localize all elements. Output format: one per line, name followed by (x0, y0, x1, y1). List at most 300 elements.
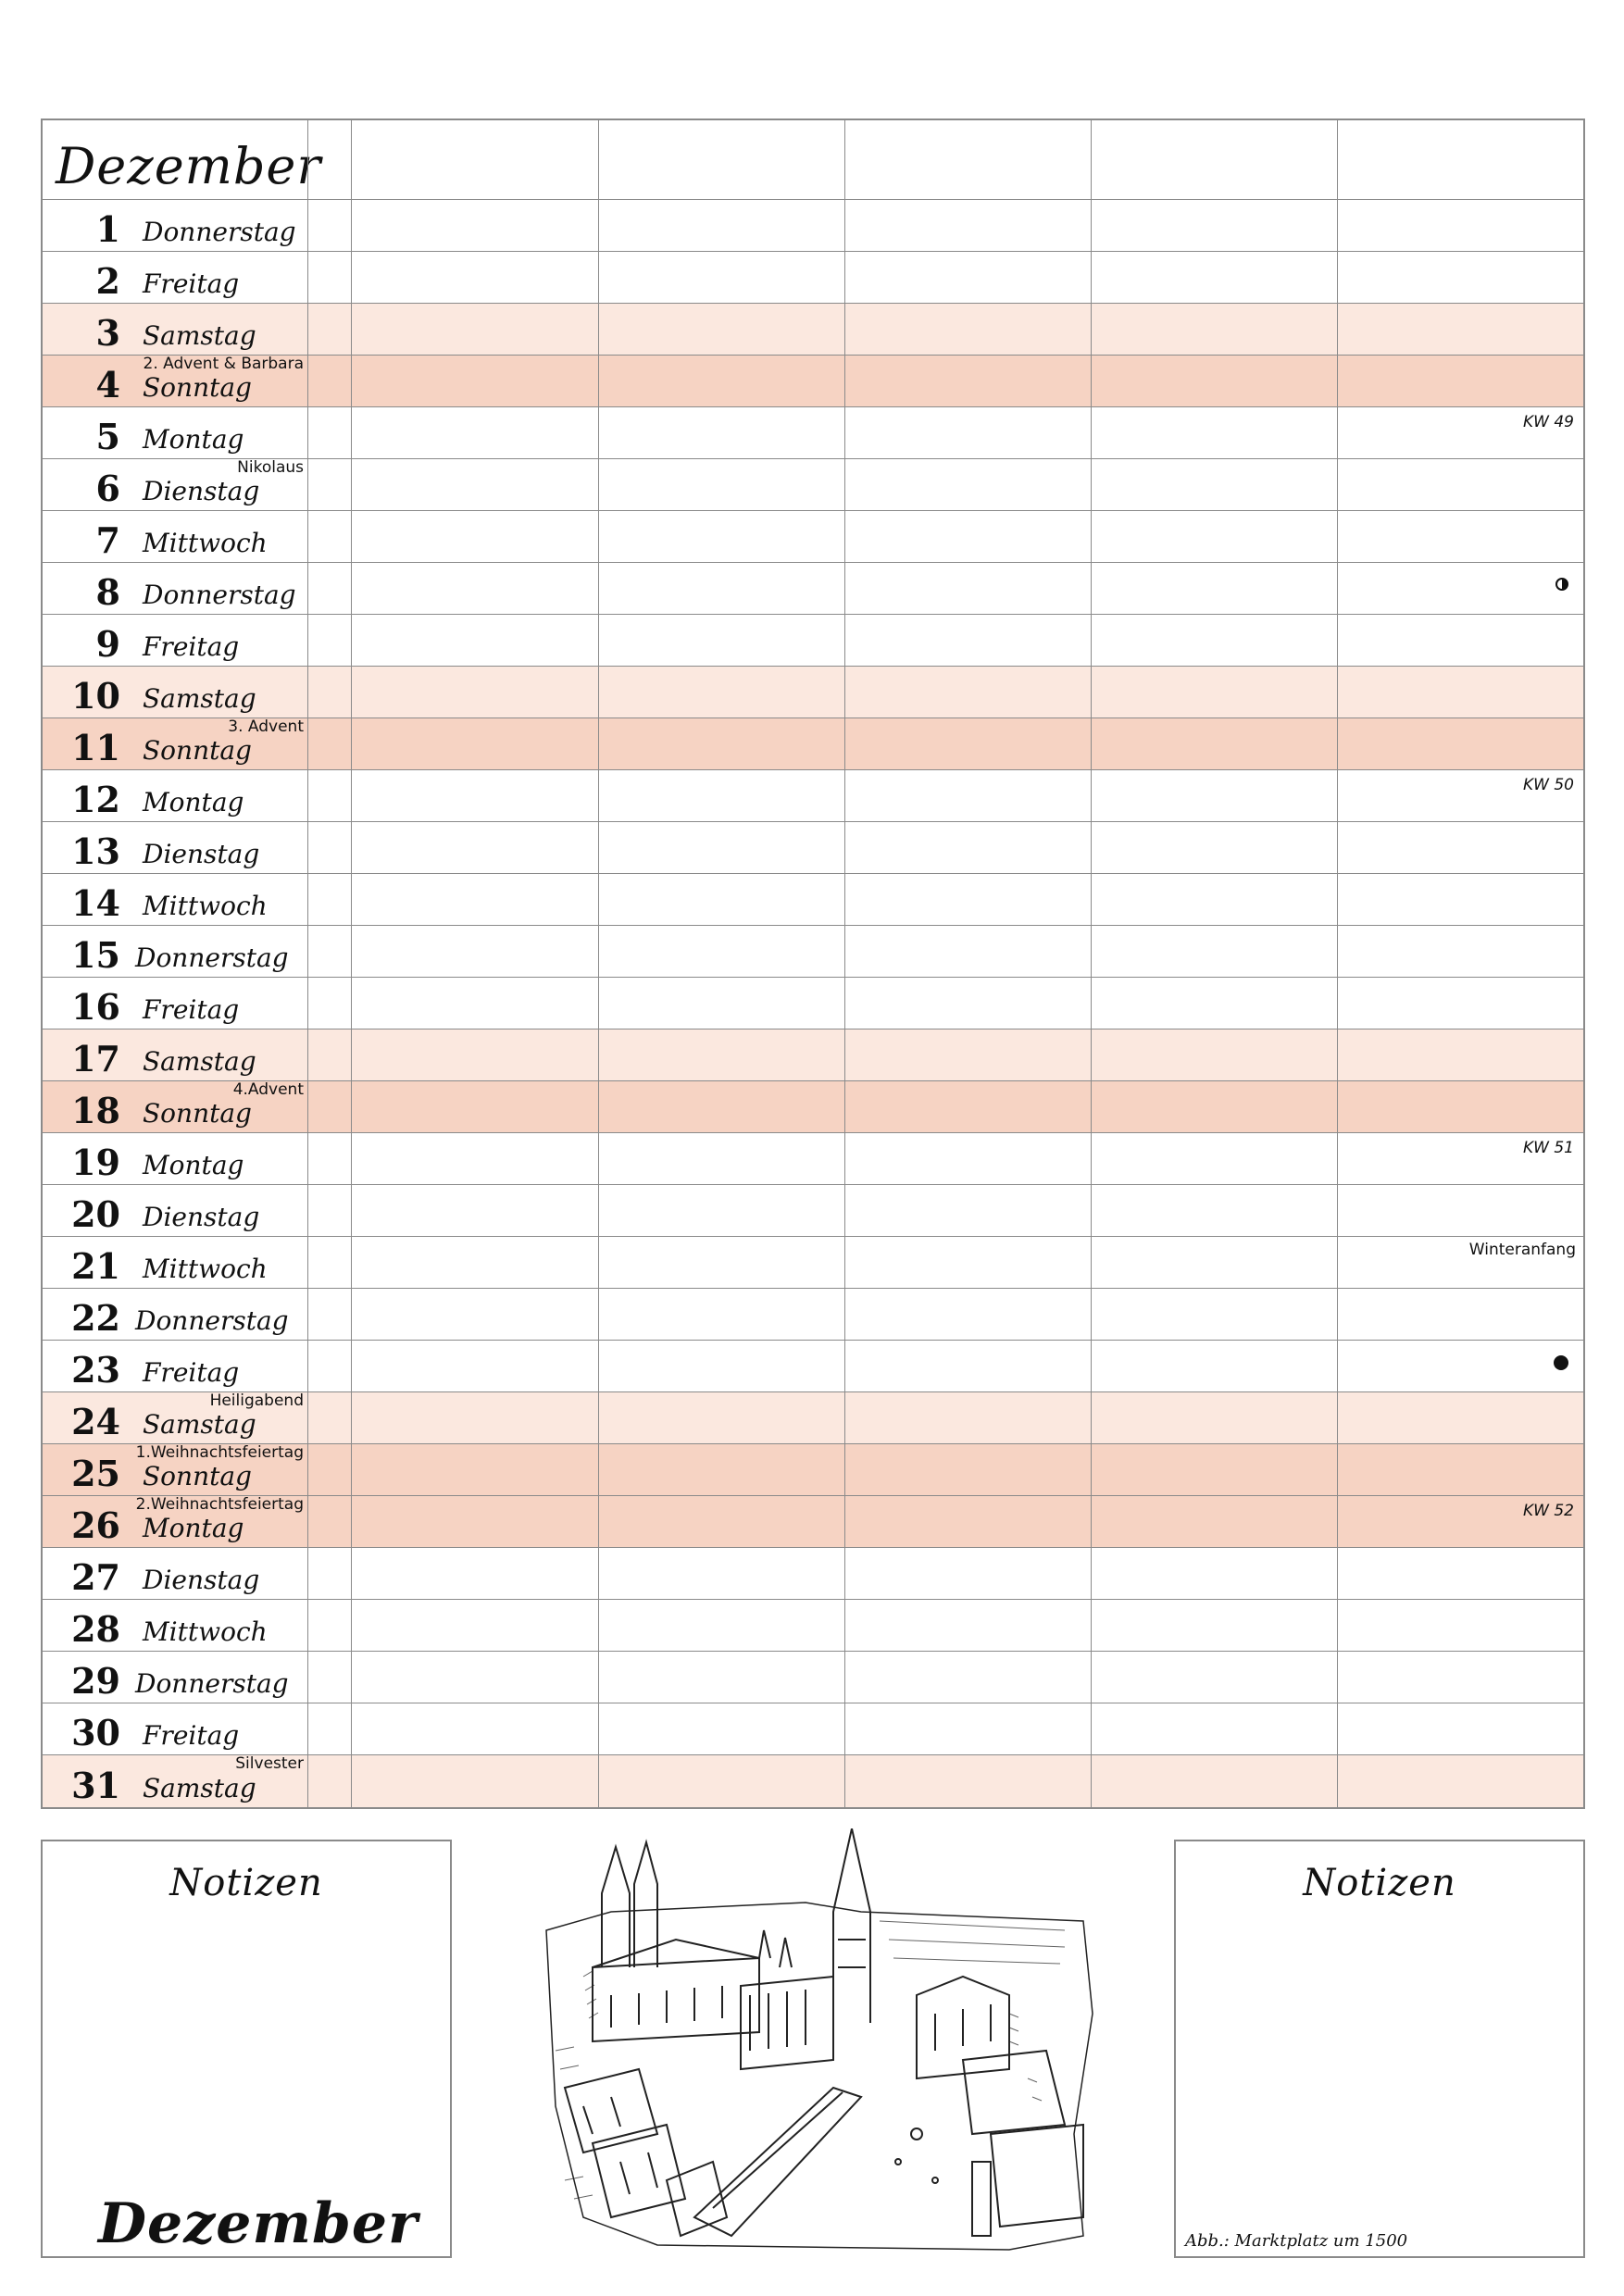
grid-column-line (598, 1133, 599, 1184)
grid-column-line (598, 822, 599, 873)
day-number: 22 (71, 1297, 120, 1339)
grid-column-line (598, 1496, 599, 1547)
grid-column-line (598, 874, 599, 925)
grid-column-line (1337, 563, 1338, 614)
grid-column-line (307, 459, 308, 510)
grid-column-line (844, 1185, 845, 1236)
grid-column-line (844, 1237, 845, 1288)
day-row[interactable] (43, 1133, 1583, 1185)
grid-column-line (598, 356, 599, 406)
grid-column-line (1337, 926, 1338, 977)
grid-column-line (307, 1392, 308, 1443)
grid-column-line (598, 1237, 599, 1288)
calendar-table (41, 119, 1585, 1809)
grid-column-line (1337, 200, 1338, 251)
day-number: 20 (71, 1193, 120, 1235)
grid-column-line (351, 978, 352, 1029)
grid-column-line (307, 1029, 308, 1080)
grid-column-line (844, 718, 845, 769)
weekday-name: Donnerstag (135, 1305, 289, 1336)
grid-column-line (307, 1289, 308, 1340)
weekday-name: Freitag (143, 1720, 240, 1751)
day-number: 4 (95, 364, 120, 406)
grid-column-line (1337, 1341, 1338, 1391)
notes-title-left: Notizen (169, 1862, 323, 1904)
grid-column-line (351, 1392, 352, 1443)
grid-column-line (1091, 356, 1092, 406)
grid-column-line (598, 978, 599, 1029)
grid-column-line (844, 1341, 845, 1391)
grid-column-line (598, 1341, 599, 1391)
grid-column-line (1337, 459, 1338, 510)
day-row[interactable] (43, 926, 1583, 978)
day-number: 19 (71, 1142, 120, 1183)
grid-column-line (307, 667, 308, 718)
weekday-name: Mittwoch (143, 1616, 268, 1647)
calendar-week-label: KW 50 (1523, 776, 1574, 794)
grid-column-line (844, 563, 845, 614)
day-row[interactable] (43, 1755, 1583, 1807)
grid-column-line (307, 718, 308, 769)
weekday-name: Donnerstag (143, 217, 296, 247)
grid-column-line (351, 822, 352, 873)
grid-column-line (598, 770, 599, 821)
grid-column-line (1091, 1652, 1092, 1703)
grid-column-line (1091, 1133, 1092, 1184)
day-row[interactable] (43, 978, 1583, 1029)
weekday-name: Sonntag (143, 372, 252, 403)
day-row[interactable] (43, 615, 1583, 667)
grid-column-line (1337, 615, 1338, 666)
grid-column-line (1091, 511, 1092, 562)
grid-column-line (1337, 356, 1338, 406)
grid-column-line (844, 615, 845, 666)
grid-column-line (598, 563, 599, 614)
grid-column-line (844, 1496, 845, 1547)
day-row[interactable] (43, 667, 1583, 718)
day-row[interactable] (43, 822, 1583, 874)
grid-column-line (351, 304, 352, 355)
grid-column-line (307, 356, 308, 406)
day-number: 30 (71, 1712, 120, 1753)
day-number: 14 (71, 882, 120, 924)
grid-column-line (1337, 1548, 1338, 1599)
grid-column-line (351, 770, 352, 821)
day-number: 27 (71, 1556, 120, 1598)
grid-column-line (598, 1548, 599, 1599)
calendar-week-label: KW 52 (1523, 1502, 1574, 1520)
day-row[interactable] (43, 770, 1583, 822)
weekday-name: Mittwoch (143, 528, 268, 558)
grid-column-line (598, 1703, 599, 1754)
day-row[interactable] (43, 1600, 1583, 1652)
grid-column-line (307, 1548, 308, 1599)
day-number: 31 (71, 1765, 120, 1806)
weekday-name: Samstag (143, 1773, 256, 1803)
grid-column-line (351, 1600, 352, 1651)
day-number: 10 (71, 675, 120, 717)
grid-column-line (598, 1444, 599, 1495)
day-number: 8 (95, 571, 120, 613)
grid-column-line (1091, 615, 1092, 666)
day-number: 9 (95, 623, 120, 665)
grid-column-line (307, 1652, 308, 1703)
grid-column-line (844, 511, 845, 562)
grid-column-line (1337, 822, 1338, 873)
day-number: 25 (71, 1453, 120, 1494)
weekday-name: Montag (143, 787, 244, 817)
day-number: 15 (71, 934, 120, 976)
grid-column-line (307, 926, 308, 977)
day-row[interactable] (43, 407, 1583, 459)
grid-column-line (307, 200, 308, 251)
grid-column-line (844, 200, 845, 251)
grid-column-line (1091, 1029, 1092, 1080)
calendar-week-label: KW 51 (1523, 1139, 1574, 1157)
day-number: 26 (71, 1504, 120, 1546)
grid-column-line (1337, 1444, 1338, 1495)
grid-column-line (307, 120, 308, 199)
grid-column-line (844, 120, 845, 199)
grid-column-line (351, 1237, 352, 1288)
grid-column-line (1337, 1029, 1338, 1080)
weekday-name: Samstag (143, 1046, 256, 1077)
illustration-caption: Abb.: Marktplatz um 1500 (1185, 2231, 1408, 2251)
day-row[interactable] (43, 252, 1583, 304)
holiday-note: Silvester (235, 1754, 304, 1773)
grid-column-line (1337, 1392, 1338, 1443)
day-row[interactable] (43, 1496, 1583, 1548)
day-row[interactable] (43, 1289, 1583, 1341)
grid-column-line (1091, 1600, 1092, 1651)
grid-column-line (1337, 770, 1338, 821)
grid-column-line (351, 1081, 352, 1132)
weekday-name: Freitag (143, 994, 240, 1025)
grid-column-line (1091, 978, 1092, 1029)
weekday-name: Mittwoch (143, 1254, 268, 1284)
grid-column-line (598, 1289, 599, 1340)
grid-column-line (351, 1496, 352, 1547)
grid-column-line (307, 1755, 308, 1807)
grid-column-line (844, 356, 845, 406)
day-row[interactable] (43, 200, 1583, 252)
grid-column-line (351, 407, 352, 458)
weekday-name: Samstag (143, 683, 256, 714)
grid-column-line (844, 1548, 845, 1599)
grid-column-line (351, 874, 352, 925)
grid-column-line (598, 1755, 599, 1807)
grid-column-line (844, 1029, 845, 1080)
grid-column-line (351, 1755, 352, 1807)
grid-column-line (598, 252, 599, 303)
grid-column-line (844, 874, 845, 925)
notes-box-left[interactable] (41, 1840, 452, 2258)
weekday-name: Samstag (143, 320, 256, 351)
weekday-name: Montag (143, 424, 244, 455)
day-number: 17 (71, 1038, 120, 1079)
day-row[interactable] (43, 1341, 1583, 1392)
weekday-name: Sonntag (143, 735, 252, 766)
grid-column-line (598, 200, 599, 251)
grid-column-line (1091, 770, 1092, 821)
holiday-note: 3. Advent (228, 718, 304, 736)
day-row[interactable] (43, 1185, 1583, 1237)
grid-column-line (598, 667, 599, 718)
holiday-note: Nikolaus (237, 458, 304, 477)
day-number: 29 (71, 1660, 120, 1702)
grid-column-line (1091, 563, 1092, 614)
weekday-name: Dienstag (143, 1202, 260, 1232)
holiday-note: Heiligabend (209, 1391, 304, 1410)
grid-column-line (598, 459, 599, 510)
grid-column-line (307, 1133, 308, 1184)
grid-column-line (1337, 1289, 1338, 1340)
grid-column-line (1337, 718, 1338, 769)
day-row[interactable] (43, 459, 1583, 511)
grid-column-line (844, 978, 845, 1029)
grid-column-line (351, 200, 352, 251)
grid-column-line (844, 1133, 845, 1184)
grid-column-line (351, 718, 352, 769)
holiday-note: 2.Weihnachtsfeiertag (135, 1495, 304, 1514)
day-number: 23 (71, 1349, 120, 1391)
grid-column-line (351, 1703, 352, 1754)
grid-column-line (844, 407, 845, 458)
grid-column-line (307, 511, 308, 562)
grid-column-line (1091, 1185, 1092, 1236)
grid-column-line (1091, 407, 1092, 458)
grid-column-line (307, 304, 308, 355)
grid-column-line (598, 615, 599, 666)
day-row[interactable] (43, 1703, 1583, 1755)
grid-column-line (1337, 1703, 1338, 1754)
grid-column-line (1337, 874, 1338, 925)
grid-column-line (844, 770, 845, 821)
grid-column-line (1337, 304, 1338, 355)
grid-column-line (598, 1600, 599, 1651)
day-row[interactable] (43, 1652, 1583, 1703)
weekday-name: Dienstag (143, 839, 260, 869)
holiday-note: 1.Weihnachtsfeiertag (135, 1443, 304, 1462)
grid-column-line (598, 120, 599, 199)
grid-column-line (844, 1755, 845, 1807)
day-row[interactable] (43, 304, 1583, 356)
grid-column-line (1091, 1703, 1092, 1754)
day-number: 2 (95, 260, 120, 302)
grid-column-line (844, 1081, 845, 1132)
notes-box-right[interactable] (1174, 1840, 1585, 2258)
marketplace-illustration (528, 1828, 1102, 2264)
grid-column-line (598, 1185, 599, 1236)
grid-column-line (1337, 120, 1338, 199)
grid-column-line (844, 822, 845, 873)
grid-column-line (1091, 1444, 1092, 1495)
weekday-name: Montag (143, 1150, 244, 1180)
grid-column-line (351, 1029, 352, 1080)
grid-column-line (844, 1444, 845, 1495)
day-number: 16 (71, 986, 120, 1028)
grid-column-line (844, 1600, 845, 1651)
season-label: Winteranfang (1468, 1241, 1576, 1259)
month-title: Dezember (56, 137, 322, 195)
weekday-name: Donnerstag (135, 1668, 289, 1699)
grid-column-line (1091, 1496, 1092, 1547)
day-row[interactable] (43, 1237, 1583, 1289)
grid-column-line (307, 1237, 308, 1288)
grid-column-line (844, 667, 845, 718)
grid-column-line (1091, 1341, 1092, 1391)
grid-column-line (307, 252, 308, 303)
day-number: 12 (71, 779, 120, 820)
day-number: 1 (95, 208, 120, 250)
grid-column-line (844, 926, 845, 977)
grid-column-line (1337, 1652, 1338, 1703)
grid-column-line (307, 1341, 308, 1391)
grid-column-line (307, 874, 308, 925)
grid-column-line (307, 1703, 308, 1754)
grid-column-line (351, 615, 352, 666)
grid-column-line (351, 1289, 352, 1340)
grid-column-line (307, 1081, 308, 1132)
grid-column-line (1337, 1081, 1338, 1132)
day-row[interactable] (43, 356, 1583, 407)
grid-column-line (307, 1600, 308, 1651)
grid-column-line (844, 1392, 845, 1443)
grid-column-line (351, 356, 352, 406)
weekday-name: Freitag (143, 268, 240, 299)
header-row (43, 120, 1583, 200)
grid-column-line (307, 770, 308, 821)
day-row[interactable] (43, 1548, 1583, 1600)
grid-column-line (351, 926, 352, 977)
grid-column-line (351, 667, 352, 718)
grid-column-line (351, 1133, 352, 1184)
grid-column-line (844, 1289, 845, 1340)
day-row[interactable] (43, 563, 1583, 615)
weekday-name: Freitag (143, 1357, 240, 1388)
grid-column-line (598, 511, 599, 562)
grid-column-line (844, 304, 845, 355)
grid-column-line (1337, 1133, 1338, 1184)
calendar-week-label: KW 49 (1523, 413, 1574, 431)
day-number: 6 (95, 468, 120, 509)
grid-column-line (598, 1029, 599, 1080)
grid-column-line (351, 120, 352, 199)
grid-column-line (598, 407, 599, 458)
grid-column-line (844, 459, 845, 510)
day-number: 13 (71, 830, 120, 872)
footer-month-title: Dezember (98, 2191, 418, 2256)
day-number: 18 (71, 1090, 120, 1131)
weekday-name: Montag (143, 1513, 244, 1543)
weekday-name: Donnerstag (143, 580, 296, 610)
grid-column-line (1091, 120, 1092, 199)
day-row[interactable] (43, 1392, 1583, 1444)
grid-column-line (598, 1652, 599, 1703)
grid-column-line (1337, 252, 1338, 303)
grid-column-line (598, 718, 599, 769)
grid-column-line (598, 926, 599, 977)
half-moon-icon (1555, 578, 1568, 591)
grid-column-line (1091, 459, 1092, 510)
day-number: 11 (71, 727, 120, 768)
grid-column-line (307, 407, 308, 458)
grid-column-line (307, 1444, 308, 1495)
holiday-note: 4.Advent (232, 1080, 304, 1099)
grid-column-line (598, 1081, 599, 1132)
grid-column-line (1091, 1755, 1092, 1807)
grid-column-line (1337, 1600, 1338, 1651)
day-row[interactable] (43, 1081, 1583, 1133)
grid-column-line (1091, 926, 1092, 977)
grid-column-line (307, 978, 308, 1029)
day-row[interactable] (43, 1029, 1583, 1081)
weekday-name: Dienstag (143, 1565, 260, 1595)
grid-column-line (1337, 1237, 1338, 1288)
grid-column-line (1337, 1755, 1338, 1807)
grid-column-line (351, 1341, 352, 1391)
weekday-name: Sonntag (143, 1098, 252, 1129)
day-number: 7 (95, 519, 120, 561)
grid-column-line (351, 563, 352, 614)
grid-column-line (1091, 822, 1092, 873)
grid-column-line (1337, 978, 1338, 1029)
grid-column-line (307, 563, 308, 614)
grid-column-line (351, 459, 352, 510)
grid-column-line (307, 822, 308, 873)
day-number: 24 (71, 1401, 120, 1442)
day-row[interactable] (43, 1444, 1583, 1496)
full-moon-icon (1554, 1355, 1568, 1370)
grid-column-line (351, 252, 352, 303)
weekday-name: Donnerstag (135, 942, 289, 973)
grid-column-line (351, 1185, 352, 1236)
day-number: 21 (71, 1245, 120, 1287)
grid-column-line (351, 1548, 352, 1599)
grid-column-line (1337, 407, 1338, 458)
weekday-name: Mittwoch (143, 891, 268, 921)
notes-title-right: Notizen (1303, 1862, 1456, 1904)
grid-column-line (1091, 1081, 1092, 1132)
grid-column-line (307, 615, 308, 666)
grid-column-line (598, 304, 599, 355)
grid-column-line (351, 1652, 352, 1703)
grid-column-line (1337, 667, 1338, 718)
day-number: 3 (95, 312, 120, 354)
grid-column-line (598, 1392, 599, 1443)
weekday-name: Dienstag (143, 476, 260, 506)
day-number: 28 (71, 1608, 120, 1650)
grid-column-line (844, 1703, 845, 1754)
holiday-note: 2. Advent & Barbara (143, 355, 304, 373)
grid-column-line (1091, 874, 1092, 925)
grid-column-line (1337, 1185, 1338, 1236)
day-row[interactable] (43, 511, 1583, 563)
grid-column-line (1337, 1496, 1338, 1547)
weekday-name: Samstag (143, 1409, 256, 1440)
grid-column-line (844, 1652, 845, 1703)
weekday-name: Freitag (143, 631, 240, 662)
grid-column-line (1091, 1392, 1092, 1443)
day-row[interactable] (43, 718, 1583, 770)
grid-column-line (1091, 1548, 1092, 1599)
weekday-name: Sonntag (143, 1461, 252, 1491)
day-row[interactable] (43, 874, 1583, 926)
grid-column-line (1091, 304, 1092, 355)
grid-column-line (1091, 718, 1092, 769)
grid-column-line (1091, 252, 1092, 303)
grid-column-line (1091, 667, 1092, 718)
